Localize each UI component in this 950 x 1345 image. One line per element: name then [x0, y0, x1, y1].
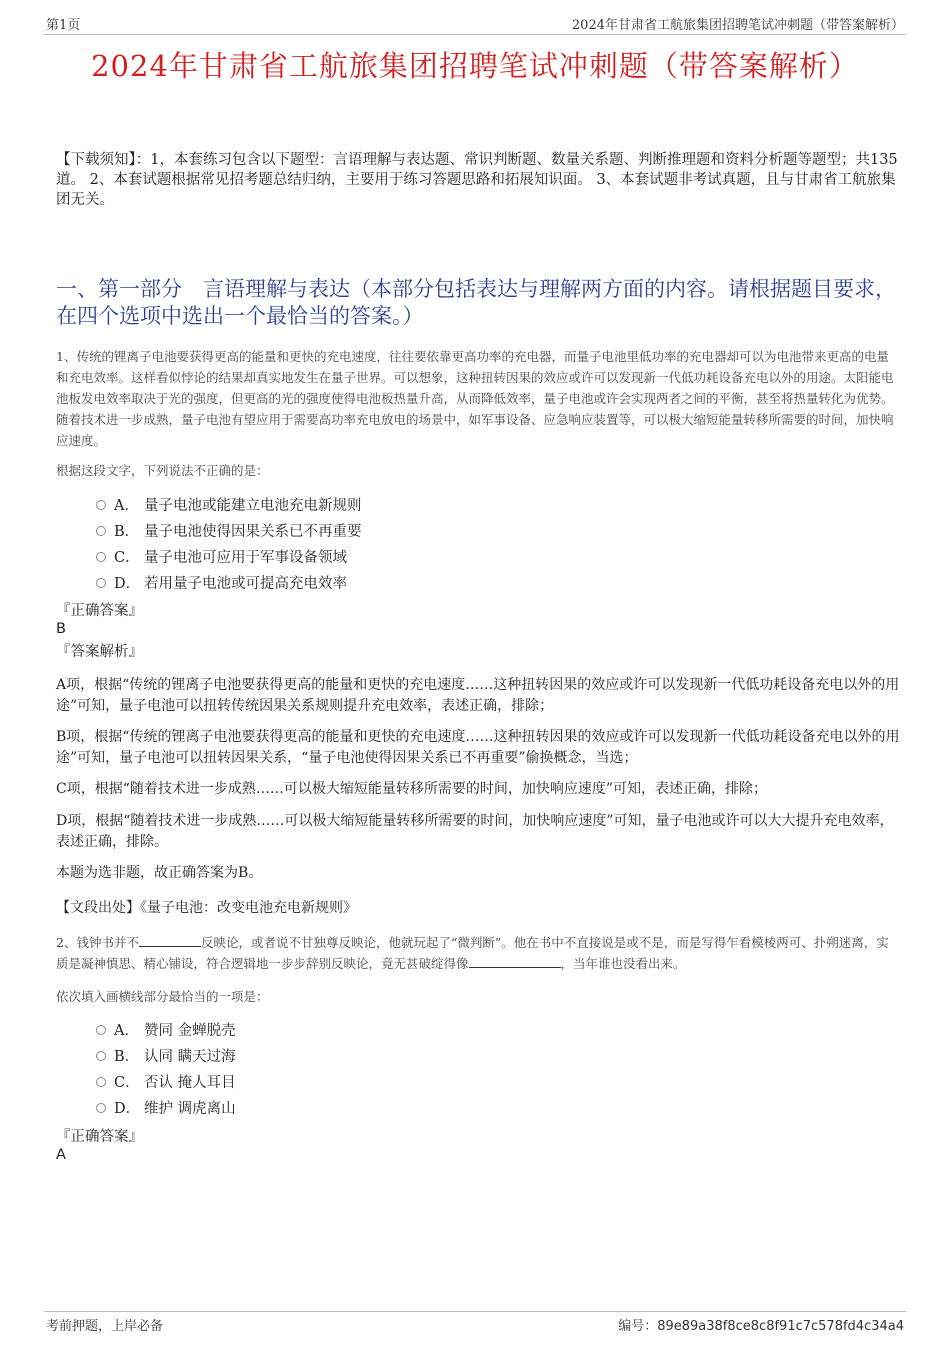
- radio-icon[interactable]: [96, 526, 106, 536]
- q1-option-d[interactable]: D． 若用量子电池或可提高充电效率: [96, 574, 347, 594]
- q1-analysis-a: A项，根据“传统的锂离子电池要获得更高的能量和更快的充电速度……这种扭转因果的效应或许可以发现新一代低功耗设备充电以外的用途”可知，量子电池可以扭转传统因果关系规则提升充电效率，表述正确，排除；: [56, 677, 900, 714]
- q2-answer: A: [56, 1147, 66, 1163]
- footer-divider: [44, 1311, 906, 1312]
- download-notice: 【下载须知】：1，本套练习包含以下题型：言语理解与表达题、常识判断题、数量关系题、判断推理题和资料分析题等题型；共135道。 2、本套试题根据常见招考题总结归纳，主要用于练习答题思路和拓展知识面。 3、本套试题非考试真题，且与甘肃省工航旅集团无关。: [56, 152, 898, 208]
- q1-option-b[interactable]: B． 量子电池使得因果关系已不再重要: [96, 522, 362, 542]
- q2-passage: 2、钱钟书并不 反映论，或者说不甘独尊反映论，他就玩起了“微判断”。他在书中不直接说是或不是，而是写得乍看模棱两可、扑朔迷离，实质是凝神慎思、精心铺设，符合逻辑地一步步辞别反映论，竟无甚破绽得像 ，当年谁也没看出来。: [56, 935, 889, 971]
- q1-source: 【文段出处】《量子电池：改变电池充电新规则》: [56, 900, 357, 916]
- radio-icon[interactable]: [96, 1103, 106, 1113]
- header-doc-title: 2024年甘肃省工航旅集团招聘笔试冲刺题（带答案解析）: [571, 18, 904, 33]
- fill-blank-2: [469, 955, 561, 968]
- section-heading: 一、第一部分 言语理解与表达（本部分包括表达与理解两方面的内容。请根据题目要求，在四个选项中选出一个最恰当的答案。）: [56, 277, 896, 328]
- q2-option-b[interactable]: B． 认同 瞒天过海: [96, 1047, 236, 1067]
- q1-analysis-d: D项，根据“随着技术进一步成熟……可以极大缩短能量转移所需要的时间，加快响应速度”可知，量子电池或许可以大大提升充电效率，表述正确，排除。: [56, 813, 894, 850]
- fill-blank-1: [139, 934, 201, 947]
- q1-stem: 根据这段文字，下列说法不正确的是：: [56, 463, 269, 478]
- radio-icon[interactable]: [96, 1077, 106, 1087]
- q2-option-a[interactable]: A． 赞同 金蝉脱壳: [96, 1021, 236, 1041]
- q2-option-c[interactable]: C． 否认 掩人耳目: [96, 1073, 236, 1093]
- radio-icon[interactable]: [96, 1051, 106, 1061]
- q1-option-c[interactable]: C． 量子电池可应用于军事设备领域: [96, 548, 347, 568]
- page-number: 第1页: [46, 18, 81, 33]
- q1-answer: B: [56, 621, 66, 637]
- radio-icon[interactable]: [96, 578, 106, 588]
- radio-icon[interactable]: [96, 552, 106, 562]
- q1-option-a[interactable]: A． 量子电池或能建立电池充电新规则: [96, 496, 362, 516]
- radio-icon[interactable]: [96, 1025, 106, 1035]
- q2-stem: 依次填入画横线部分最恰当的一项是：: [56, 989, 269, 1004]
- q1-conclusion: 本题为选非题，故正确答案为B。: [56, 865, 263, 881]
- q2-answer-label: 『正确答案』: [56, 1129, 143, 1145]
- q1-analysis-label: 『答案解析』: [56, 644, 143, 660]
- header-divider: [44, 34, 906, 35]
- document-title: 2024年甘肃省工航旅集团招聘笔试冲刺题（带答案解析）: [91, 49, 859, 83]
- radio-icon[interactable]: [96, 500, 106, 510]
- q2-option-d[interactable]: D． 维护 调虎离山: [96, 1099, 236, 1119]
- q1-analysis-c: C项，根据“随着技术进一步成熟……可以极大缩短能量转移所需要的时间，加快响应速度”可知，表述正确，排除；: [56, 781, 768, 797]
- footer-code: 编号：89e89a38f8ce8c8f91c7c578fd4c34a4: [618, 1319, 904, 1334]
- q1-answer-label: 『正确答案』: [56, 603, 143, 619]
- q1-passage: 1、传统的锂离子电池要获得更高的能量和更快的充电速度，往往要依靠更高功率的充电器，而量子电池里低功率的充电器却可以为电池带来更高的电量和充电效率。这样看似悖论的结果却真实地发生在量子世界。可以想象，这种扭转因果的效应或许可以发现新一代低功耗设备充电以外的用途。太阳能电池板发电效率取决于光的强度，但更高的光的强度使得电池板热量升高，从而降低效率，量子电池或许会实现两者之间的平衡，甚至将热量转化为优势。随着技术进一步成熟，量子电池有望应用于需要高功率充电放电的场景中，如军事设备、应急响应装置等，可以极大缩短能量转移所需要的时间，加快响应速度。: [56, 349, 894, 448]
- q1-analysis-b: B项，根据“传统的锂离子电池要获得更高的能量和更快的充电速度……这种扭转因果的效应或许可以发现新一代低功耗设备充电以外的用途”可知，量子电池可以扭转因果关系，“量子电池使得因果关系已不再重要”偷换概念，当选；: [56, 729, 900, 766]
- footer-slogan: 考前押题，上岸必备: [46, 1319, 164, 1334]
